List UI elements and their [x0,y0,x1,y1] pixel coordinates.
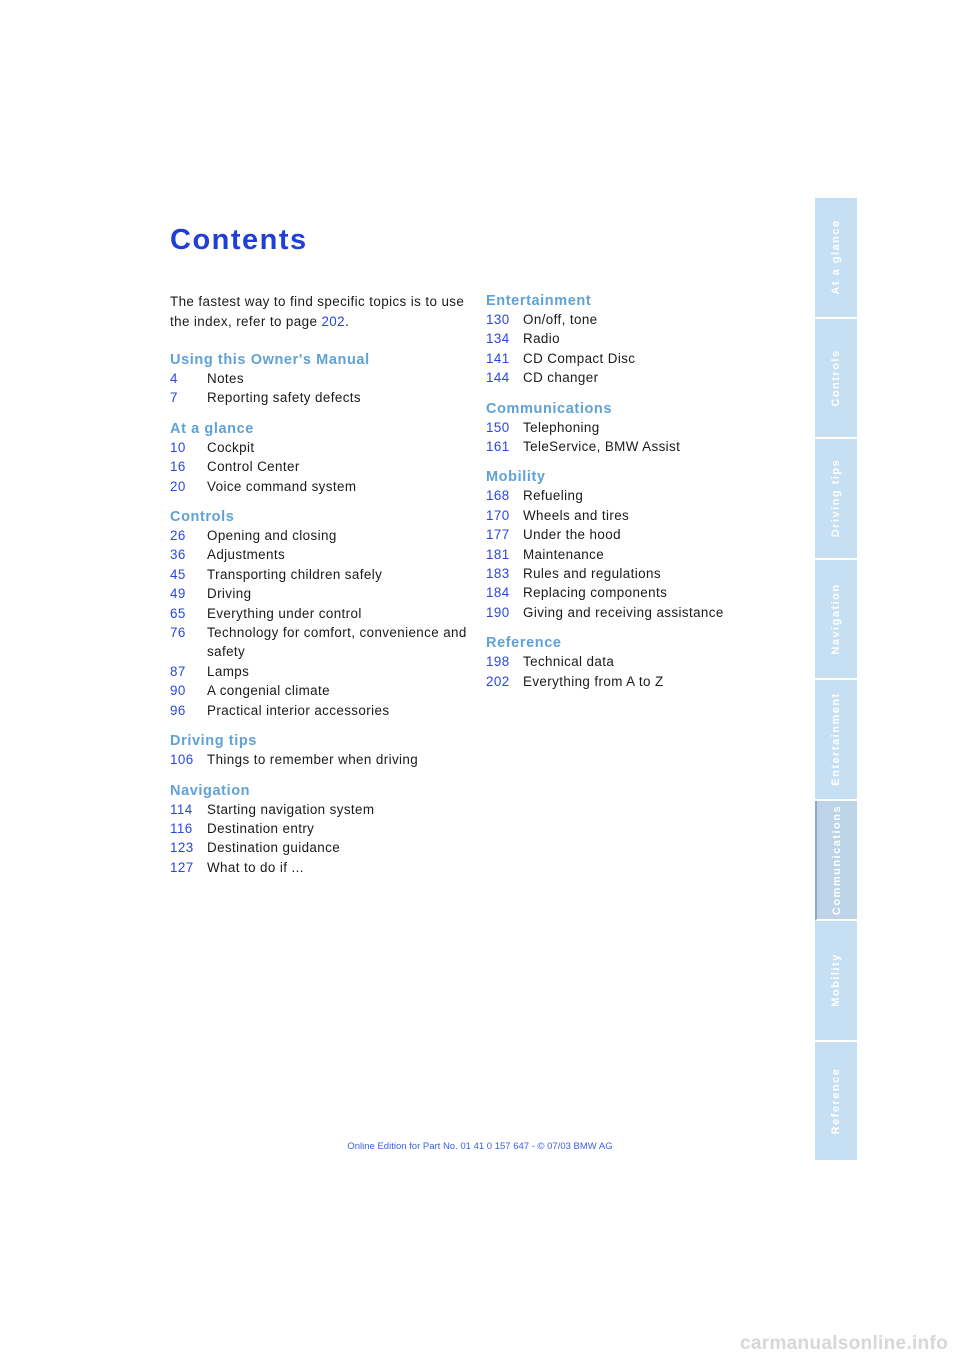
footer-edition-note: Online Edition for Part No. 01 41 0 157 647 - © 07/03 BMW AG [347,1141,613,1152]
toc-entry[interactable] [170,838,470,857]
section-heading[interactable]: Mobility [486,469,546,486]
entry-title: Starting navigation system [207,801,375,817]
intro-sentence: The fastest way to find specific topics is to use the index, refer to page [170,294,465,329]
page-title: Contents [170,224,308,256]
entry-page-number[interactable]: 177 [486,527,510,543]
toc-entry[interactable] [486,545,786,564]
entry-title: Telephoning [523,419,600,435]
entry-page-number[interactable]: 4 [170,371,178,386]
entry-title: Practical interior accessories [207,702,390,718]
toc-entry[interactable] [486,329,786,348]
chapter-tab-label: Communications [831,804,843,915]
section-heading[interactable]: Using this Owner's Manual [170,352,370,368]
toc-entry[interactable] [486,368,786,387]
contents-left-column [170,292,470,889]
entry-page-number[interactable]: 76 [170,625,186,641]
entry-page-number[interactable]: 168 [486,488,510,504]
toc-entry[interactable] [486,349,786,368]
entry-title: A congenial climate [207,683,330,699]
toc-section [170,351,470,408]
index-page-link[interactable]: 202 [321,313,345,329]
entry-title: Cockpit [207,439,255,455]
entry-title: Everything under control [207,605,362,621]
entry-title: Driving [207,586,252,602]
entry-title: Technical data [523,654,615,670]
entry-page-number[interactable]: 106 [170,752,194,768]
entry-title: Destination guidance [207,840,341,856]
toc-entry[interactable] [170,457,470,476]
contents-right-column [486,292,786,703]
toc-section [170,508,470,720]
entry-page-number[interactable]: 183 [486,566,510,582]
entry-page-number[interactable]: 181 [486,546,510,562]
toc-section [486,400,786,457]
entry-title: CD changer [523,370,599,386]
entry-title: Maintenance [523,546,605,562]
toc-entry[interactable] [170,604,470,623]
entry-page-number[interactable]: 49 [170,586,186,602]
toc-entry[interactable] [486,583,786,602]
entry-page-number[interactable]: 144 [486,370,510,386]
entry-page-number[interactable]: 114 [170,801,193,817]
entry-title: On/off, tone [523,312,598,327]
entry-title: What to do if ... [207,859,304,875]
chapter-tab-label: Controls [830,349,842,407]
toc-entry[interactable] [170,750,470,769]
entry-page-number[interactable]: 26 [170,528,186,544]
toc-entry[interactable] [486,310,786,329]
right-sections [486,292,786,691]
intro-end: . [345,313,350,329]
toc-entry[interactable] [170,369,470,388]
entry-page-number[interactable]: 198 [486,654,510,670]
entry-title: Replacing components [523,585,668,601]
entry-page-number[interactable]: 96 [170,702,186,718]
entry-page-number[interactable]: 202 [486,673,510,689]
entry-title: Opening and closing [207,528,337,544]
chapter-tab-entertainment[interactable] [815,680,857,801]
entry-page-number[interactable]: 90 [170,683,186,699]
entry-page-number[interactable]: 130 [486,312,510,327]
toc-section [486,634,786,691]
chapter-tab-controls[interactable] [815,319,857,440]
entry-page-number[interactable]: 123 [170,840,194,856]
entry-page-number[interactable]: 10 [170,439,186,455]
entry-title: Reporting safety defects [207,390,362,406]
chapter-tab-label: At a glance [830,219,842,295]
toc-entry[interactable] [170,388,470,407]
section-heading[interactable]: Entertainment [486,293,592,309]
chapter-tab-bar [815,198,857,1160]
entry-page-number[interactable]: 87 [170,663,186,679]
toc-entry[interactable] [170,477,470,496]
toc-entry[interactable] [170,584,470,603]
entry-page-number[interactable]: 20 [170,478,186,494]
entry-title: Giving and receiving assistance [523,604,724,620]
entry-title: Under the hood [523,527,621,543]
chapter-tab-navigation[interactable] [815,560,857,681]
section-heading[interactable]: Navigation [170,782,251,799]
entry-title: Destination entry [207,820,315,836]
chapter-tab-label: Reference [830,1067,842,1135]
toc-entry[interactable] [170,701,470,720]
entry-page-number[interactable]: 141 [486,350,510,366]
toc-entry[interactable] [486,652,786,671]
entry-page-number[interactable]: 65 [170,605,186,621]
entry-title: Things to remember when driving [207,752,419,768]
entry-page-number[interactable]: 161 [486,439,510,455]
entry-page-number[interactable]: 134 [486,331,510,347]
entry-page-number[interactable]: 184 [486,585,510,601]
section-heading[interactable]: Driving tips [170,733,257,750]
entry-page-number[interactable]: 170 [486,507,510,523]
entry-page-number[interactable]: 150 [486,419,510,435]
toc-section [170,420,470,496]
entry-title: Refueling [523,488,584,504]
entry-title: Wheels and tires [523,507,630,523]
toc-entry[interactable] [170,681,470,700]
entry-title: Lamps [207,663,250,679]
chapter-tab-label: Navigation [830,583,842,655]
section-heading[interactable]: At a glance [170,420,254,437]
entry-page-number[interactable]: 127 [170,859,194,875]
toc-entry[interactable] [170,800,470,819]
entry-title: Radio [523,331,560,347]
entry-title: Voice command system [207,478,357,494]
left-sections [170,351,470,877]
chapter-tab-label: Entertainment [830,692,842,786]
toc-entry[interactable] [170,526,470,545]
toc-entry[interactable] [170,545,470,564]
entry-page-number[interactable]: 45 [170,566,186,582]
entry-page-number[interactable]: 116 [170,820,193,836]
chapter-tab-mobility[interactable] [815,921,857,1042]
watermark: carmanualsonline.info [740,1333,948,1354]
toc-entry[interactable] [170,858,470,877]
toc-entry[interactable] [486,418,786,437]
chapter-tab-communications[interactable] [815,801,857,922]
entry-title: Transporting children safely [207,566,383,582]
chapter-tab-label: Driving tips [830,458,842,538]
entry-title: Control Center [207,459,300,475]
section-heading[interactable]: Reference [486,635,562,652]
toc-section [486,468,786,622]
entry-title: Everything from A to Z [523,673,664,689]
entry-title: TeleService, BMW Assist [523,439,681,455]
toc-entry[interactable] [486,486,786,505]
toc-entry[interactable] [486,603,786,622]
chapter-tab-label: Mobility [830,953,842,1008]
toc-entry[interactable] [486,525,786,544]
toc-section [170,782,470,878]
toc-entry[interactable] [486,564,786,583]
entry-page-number[interactable]: 36 [170,547,186,563]
toc-entry[interactable] [486,437,786,456]
chapter-tab-driving-tips[interactable] [815,439,857,560]
toc-entry[interactable] [170,623,470,662]
entry-title: CD Compact Disc [523,350,636,366]
entry-page-number[interactable]: 190 [486,604,510,620]
entry-title: Technology for comfort, convenience and safety [207,625,467,660]
section-heading[interactable]: Controls [170,509,235,526]
entry-page-number[interactable]: 16 [170,459,186,475]
toc-entry[interactable] [170,565,470,584]
chapter-tab-at-a-glance[interactable] [815,198,857,319]
toc-section [486,292,786,388]
toc-entry[interactable] [486,672,786,691]
entry-page-number[interactable]: 7 [170,390,178,406]
entry-title: Adjustments [207,547,286,563]
entry-title: Notes [207,371,244,386]
entry-title: Rules and regulations [523,566,661,582]
section-heading[interactable]: Communications [486,400,613,417]
toc-entry[interactable] [170,662,470,681]
toc-entry[interactable] [170,819,470,838]
toc-entry[interactable] [170,438,470,457]
toc-section [170,732,470,769]
intro-text [170,292,470,331]
toc-entry[interactable] [486,506,786,525]
